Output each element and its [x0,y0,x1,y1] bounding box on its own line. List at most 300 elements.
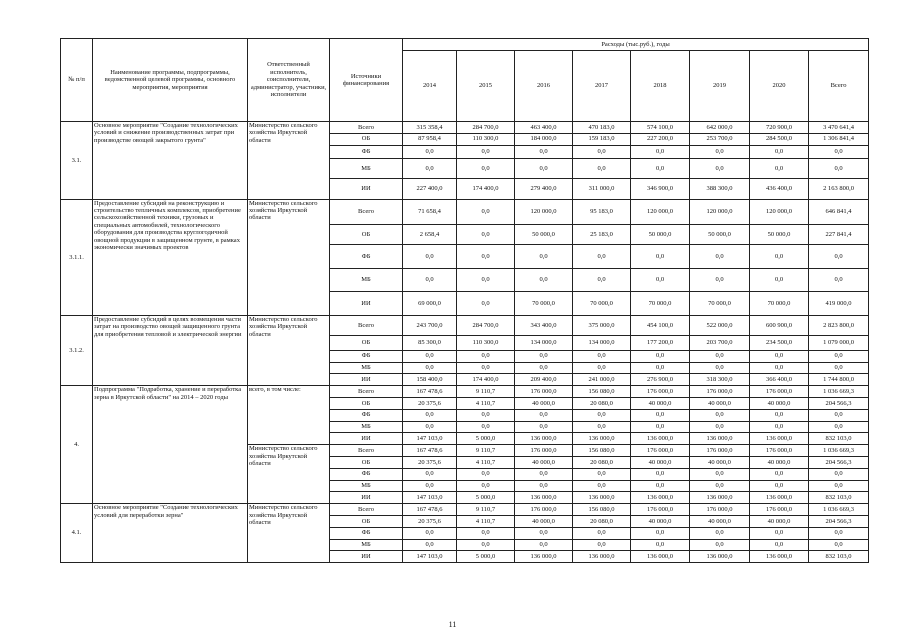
year-value: 69 000,0 [403,292,457,316]
total-value: 0,0 [809,158,869,179]
responsible-executor: Министерство сельского хозяйства Иркутской области [248,445,330,504]
year-value: 120 000,0 [690,199,750,224]
funding-source: ОБ [330,224,403,245]
year-value: 436 400,0 [750,179,809,200]
year-value: 20 375,6 [403,397,457,409]
year-value: 174 400,0 [457,179,515,200]
year-value: 176 000,0 [750,445,809,457]
year-value: 40 000,0 [631,515,690,527]
year-value: 110 300,0 [457,336,515,350]
year-value: 167 478,6 [403,504,457,516]
page-number: 11 [448,620,457,629]
year-value: 120 000,0 [750,199,809,224]
total-value: 204 566,3 [809,456,869,468]
year-value: 0,0 [457,539,515,551]
year-value: 0,0 [457,199,515,224]
year-value: 40 000,0 [515,515,573,527]
year-value: 0,0 [457,527,515,539]
year-value: 311 000,0 [573,179,631,200]
year-value: 25 183,0 [573,224,631,245]
year-value: 0,0 [631,268,690,292]
responsible-executor: Министерство сельского хозяйства Иркутской области [248,504,330,563]
year-value: 0,0 [750,480,809,492]
table-row [61,315,869,336]
year-value: 87 958,4 [403,133,457,145]
year-value: 70 000,0 [750,292,809,316]
funding-source: ОБ [330,336,403,350]
total-value: 0,0 [809,539,869,551]
year-value: 20 080,0 [573,456,631,468]
year-value: 0,0 [403,409,457,421]
year-value: 0,0 [457,350,515,362]
year-value: 5 000,0 [457,492,515,504]
funding-source: Всего [330,315,403,336]
funding-source: ИИ [330,292,403,316]
total-value: 1 744 800,0 [809,374,869,386]
budget-table [60,38,869,563]
year-value: 0,0 [573,421,631,433]
total-value: 646 841,4 [809,199,869,224]
year-value: 0,0 [403,480,457,492]
year-value: 463 400,0 [515,122,573,134]
year-value: 0,0 [403,421,457,433]
header-total: Всего [809,51,869,122]
funding-source: ИИ [330,492,403,504]
year-value: 136 000,0 [515,492,573,504]
year-value: 0,0 [457,245,515,269]
year-value: 0,0 [457,268,515,292]
funding-source: ИИ [330,433,403,445]
year-value: 0,0 [515,421,573,433]
year-value: 70 000,0 [515,292,573,316]
year-value: 0,0 [403,268,457,292]
year-value: 4 110,7 [457,515,515,527]
year-value: 176 000,0 [631,445,690,457]
year-value: 156 080,0 [573,504,631,516]
year-value: 40 000,0 [515,397,573,409]
funding-source: МБ [330,421,403,433]
year-value: 167 478,6 [403,445,457,457]
year-value: 20 375,6 [403,456,457,468]
funding-source: Всего [330,445,403,457]
year-value: 0,0 [515,480,573,492]
year-value: 40 000,0 [631,456,690,468]
year-value: 20 375,6 [403,515,457,527]
year-value: 0,0 [631,245,690,269]
total-value: 832 103,0 [809,492,869,504]
year-value: 0,0 [750,527,809,539]
year-value: 0,0 [403,350,457,362]
year-value: 176 000,0 [515,445,573,457]
year-value: 159 183,0 [573,133,631,145]
year-value: 50 000,0 [631,224,690,245]
total-value: 419 000,0 [809,292,869,316]
year-value: 0,0 [457,409,515,421]
year-value: 0,0 [403,362,457,374]
year-value: 0,0 [690,245,750,269]
funding-source: Всего [330,386,403,398]
year-value: 0,0 [515,409,573,421]
year-value: 176 000,0 [750,386,809,398]
year-value: 134 000,0 [515,336,573,350]
year-value: 243 700,0 [403,315,457,336]
total-value: 0,0 [809,421,869,433]
funding-source: ОБ [330,397,403,409]
year-value: 2 658,4 [403,224,457,245]
year-value: 375 000,0 [573,315,631,336]
year-value: 0,0 [403,527,457,539]
year-value: 720 900,0 [750,122,809,134]
year-value: 136 000,0 [690,551,750,563]
year-value: 70 000,0 [573,292,631,316]
year-value: 147 103,0 [403,551,457,563]
year-value: 0,0 [457,480,515,492]
year-value: 184 000,0 [515,133,573,145]
funding-source: Всего [330,504,403,516]
year-value: 209 400,0 [515,374,573,386]
year-value: 136 000,0 [515,551,573,563]
year-value: 0,0 [403,539,457,551]
year-value: 0,0 [457,421,515,433]
budget-sheet [60,38,868,563]
header-year: 2020 [750,51,809,122]
year-value: 4 110,7 [457,397,515,409]
year-value: 20 080,0 [573,397,631,409]
funding-source: ИИ [330,551,403,563]
year-value: 0,0 [750,362,809,374]
total-value: 0,0 [809,409,869,421]
year-value: 0,0 [690,527,750,539]
total-value: 1 079 000,0 [809,336,869,350]
table-body [61,122,869,563]
total-value: 1 306 841,4 [809,133,869,145]
total-value: 0,0 [809,350,869,362]
year-value: 284 700,0 [457,315,515,336]
year-value: 156 080,0 [573,386,631,398]
year-value: 40 000,0 [750,515,809,527]
total-value: 1 036 669,3 [809,445,869,457]
item-name: Подпрограмма "Подработка, хранение и переработка зерна в Иркутской области" на 2014 – 2020 годы [93,386,248,504]
year-value: 50 000,0 [690,224,750,245]
year-value: 136 000,0 [631,492,690,504]
year-value: 600 900,0 [750,315,809,336]
item-name: Предоставление субсидий на реконструкцию и строительство тепличных комплексов, приобретение сельскохозяйственной техники, грузовых и специальных автомобилей, технологического оборудования для производства круглогодичной овощной продукции в защищенном грунте, в рамках экономически значимых проектов [93,199,248,315]
year-value: 0,0 [457,468,515,480]
year-value: 522 000,0 [690,315,750,336]
item-number: 3.1.1. [61,199,93,315]
table-row [61,386,869,398]
year-value: 147 103,0 [403,492,457,504]
funding-source: ФБ [330,350,403,362]
year-value: 176 000,0 [631,504,690,516]
funding-source: ФБ [330,468,403,480]
funding-source: ОБ [330,133,403,145]
year-value: 136 000,0 [631,551,690,563]
year-value: 0,0 [690,468,750,480]
header-expenses: Расходы (тыс.руб.), годы [403,39,869,51]
year-value: 136 000,0 [750,492,809,504]
table-row [61,199,869,224]
year-value: 0,0 [573,350,631,362]
year-value: 388 300,0 [690,179,750,200]
year-value: 0,0 [515,362,573,374]
year-value: 0,0 [573,527,631,539]
year-value: 176 000,0 [515,386,573,398]
year-value: 0,0 [515,245,573,269]
year-value: 0,0 [690,145,750,158]
year-value: 0,0 [690,350,750,362]
year-value: 0,0 [631,421,690,433]
year-value: 177 200,0 [631,336,690,350]
year-value: 136 000,0 [573,551,631,563]
item-name: Основное мероприятие "Создание технологических условий для переработки зерна" [93,504,248,563]
year-value: 85 300,0 [403,336,457,350]
year-value: 0,0 [631,480,690,492]
year-value: 0,0 [515,527,573,539]
funding-source: ФБ [330,527,403,539]
year-value: 0,0 [750,468,809,480]
year-value: 136 000,0 [515,433,573,445]
year-value: 276 900,0 [631,374,690,386]
funding-source: ОБ [330,456,403,468]
item-number: 4.1. [61,504,93,563]
year-value: 0,0 [403,468,457,480]
year-value: 176 000,0 [631,386,690,398]
year-value: 0,0 [690,480,750,492]
year-value: 0,0 [750,268,809,292]
year-value: 0,0 [631,539,690,551]
funding-source: ИИ [330,179,403,200]
year-value: 9 110,7 [457,445,515,457]
year-value: 279 400,0 [515,179,573,200]
year-value: 203 700,0 [690,336,750,350]
year-value: 343 400,0 [515,315,573,336]
year-value: 0,0 [750,409,809,421]
total-value: 1 036 669,3 [809,386,869,398]
year-value: 0,0 [515,350,573,362]
year-value: 0,0 [457,224,515,245]
year-value: 574 100,0 [631,122,690,134]
year-value: 0,0 [631,527,690,539]
year-value: 136 000,0 [750,551,809,563]
header-year: 2015 [457,51,515,122]
year-value: 0,0 [573,409,631,421]
responsible-executor: Министерство сельского хозяйства Иркутской области [248,122,330,200]
item-number: 3.1. [61,122,93,200]
header-year: 2017 [573,51,631,122]
year-value: 176 000,0 [690,445,750,457]
year-value: 136 000,0 [573,492,631,504]
year-value: 9 110,7 [457,504,515,516]
year-value: 0,0 [573,245,631,269]
funding-source: ФБ [330,145,403,158]
funding-source: ФБ [330,245,403,269]
item-number: 3.1.2. [61,315,93,385]
funding-source: МБ [330,480,403,492]
year-value: 134 000,0 [573,336,631,350]
total-value: 3 470 641,4 [809,122,869,134]
header-responsible: Ответственный исполнитель, соисполнители, администратор, участники, исполнители [248,39,330,122]
year-value: 20 080,0 [573,515,631,527]
year-value: 0,0 [750,158,809,179]
funding-source: МБ [330,362,403,374]
year-value: 0,0 [515,539,573,551]
table-row [61,504,869,516]
year-value: 5 000,0 [457,433,515,445]
year-value: 0,0 [573,145,631,158]
year-value: 0,0 [403,145,457,158]
year-value: 318 300,0 [690,374,750,386]
total-value: 204 566,3 [809,515,869,527]
total-value: 0,0 [809,268,869,292]
year-value: 0,0 [403,158,457,179]
year-value: 0,0 [457,362,515,374]
year-value: 120 000,0 [631,199,690,224]
total-value: 2 823 800,0 [809,315,869,336]
item-name: Предоставление субсидий в целях возмещения части затрат на производство овощей защищенного грунта для приобретения тепловой и электрической энергии [93,315,248,385]
year-value: 0,0 [573,268,631,292]
year-value: 4 110,7 [457,456,515,468]
year-value: 136 000,0 [631,433,690,445]
year-value: 70 000,0 [690,292,750,316]
funding-source: МБ [330,539,403,551]
year-value: 136 000,0 [690,492,750,504]
year-value: 0,0 [573,362,631,374]
year-value: 0,0 [631,468,690,480]
year-value: 0,0 [515,145,573,158]
year-value: 284 700,0 [457,122,515,134]
table-row [61,122,869,134]
year-value: 71 658,4 [403,199,457,224]
header-year: 2019 [690,51,750,122]
year-value: 40 000,0 [690,397,750,409]
year-value: 284 500,0 [750,133,809,145]
year-value: 0,0 [750,421,809,433]
year-value: 0,0 [515,158,573,179]
total-value: 0,0 [809,527,869,539]
year-value: 136 000,0 [573,433,631,445]
year-value: 40 000,0 [690,456,750,468]
funding-source: Всего [330,199,403,224]
year-value: 0,0 [750,245,809,269]
total-value: 0,0 [809,245,869,269]
year-value: 0,0 [403,245,457,269]
header-num: № п/п [61,39,93,122]
year-value: 136 000,0 [690,433,750,445]
year-value: 0,0 [573,539,631,551]
total-value: 0,0 [809,145,869,158]
year-value: 227 200,0 [631,133,690,145]
header-year: 2016 [515,51,573,122]
responsible-executor: Министерство сельского хозяйства Иркутской области [248,315,330,385]
year-value: 0,0 [750,539,809,551]
item-name: Основное мероприятие "Создание технологических условий и снижение производственных затрат при производстве овощей закрытого грунта" [93,122,248,200]
year-value: 70 000,0 [631,292,690,316]
funding-source: Всего [330,122,403,134]
year-value: 176 000,0 [515,504,573,516]
funding-source: ИИ [330,374,403,386]
year-value: 253 700,0 [690,133,750,145]
item-number: 4. [61,386,93,504]
year-value: 0,0 [750,145,809,158]
year-value: 0,0 [631,362,690,374]
responsible-executor: Министерство сельского хозяйства Иркутской области [248,199,330,315]
total-value: 2 163 800,0 [809,179,869,200]
year-value: 227 400,0 [403,179,457,200]
total-value: 832 103,0 [809,551,869,563]
year-value: 0,0 [631,145,690,158]
year-value: 176 000,0 [750,504,809,516]
year-value: 0,0 [457,145,515,158]
total-value: 227 841,4 [809,224,869,245]
year-value: 40 000,0 [750,397,809,409]
year-value: 5 000,0 [457,551,515,563]
year-value: 241 000,0 [573,374,631,386]
total-value: 0,0 [809,468,869,480]
year-value: 0,0 [690,158,750,179]
year-value: 0,0 [631,409,690,421]
year-value: 176 000,0 [690,504,750,516]
year-value: 156 080,0 [573,445,631,457]
header-year: 2018 [631,51,690,122]
year-value: 147 103,0 [403,433,457,445]
year-value: 0,0 [631,158,690,179]
year-value: 366 400,0 [750,374,809,386]
year-value: 470 183,0 [573,122,631,134]
year-value: 0,0 [573,480,631,492]
total-value: 0,0 [809,362,869,374]
year-value: 0,0 [515,268,573,292]
year-value: 50 000,0 [750,224,809,245]
year-value: 40 000,0 [750,456,809,468]
year-value: 120 000,0 [515,199,573,224]
year-value: 40 000,0 [690,515,750,527]
year-value: 0,0 [515,468,573,480]
funding-source: ОБ [330,515,403,527]
year-value: 40 000,0 [631,397,690,409]
year-value: 0,0 [690,539,750,551]
funding-source: ФБ [330,409,403,421]
year-value: 0,0 [750,350,809,362]
year-value: 0,0 [573,158,631,179]
year-value: 110 300,0 [457,133,515,145]
year-value: 0,0 [457,292,515,316]
responsible-executor: всего, в том числе: [248,386,330,445]
year-value: 315 358,4 [403,122,457,134]
year-value: 176 000,0 [690,386,750,398]
year-value: 0,0 [457,158,515,179]
year-value: 158 400,0 [403,374,457,386]
year-value: 0,0 [573,468,631,480]
year-value: 167 478,6 [403,386,457,398]
year-value: 234 500,0 [750,336,809,350]
year-value: 0,0 [690,421,750,433]
year-value: 0,0 [690,362,750,374]
funding-source: МБ [330,268,403,292]
year-value: 0,0 [690,268,750,292]
year-value: 346 900,0 [631,179,690,200]
total-value: 832 103,0 [809,433,869,445]
year-value: 136 000,0 [750,433,809,445]
total-value: 0,0 [809,480,869,492]
year-value: 50 000,0 [515,224,573,245]
year-value: 454 100,0 [631,315,690,336]
total-value: 204 566,3 [809,397,869,409]
year-value: 174 400,0 [457,374,515,386]
header-name: Наименование программы, подпрограммы, ведомственной целевой программы, основного мероприятия, мероприятия [93,39,248,122]
year-value: 0,0 [631,350,690,362]
funding-source: МБ [330,158,403,179]
